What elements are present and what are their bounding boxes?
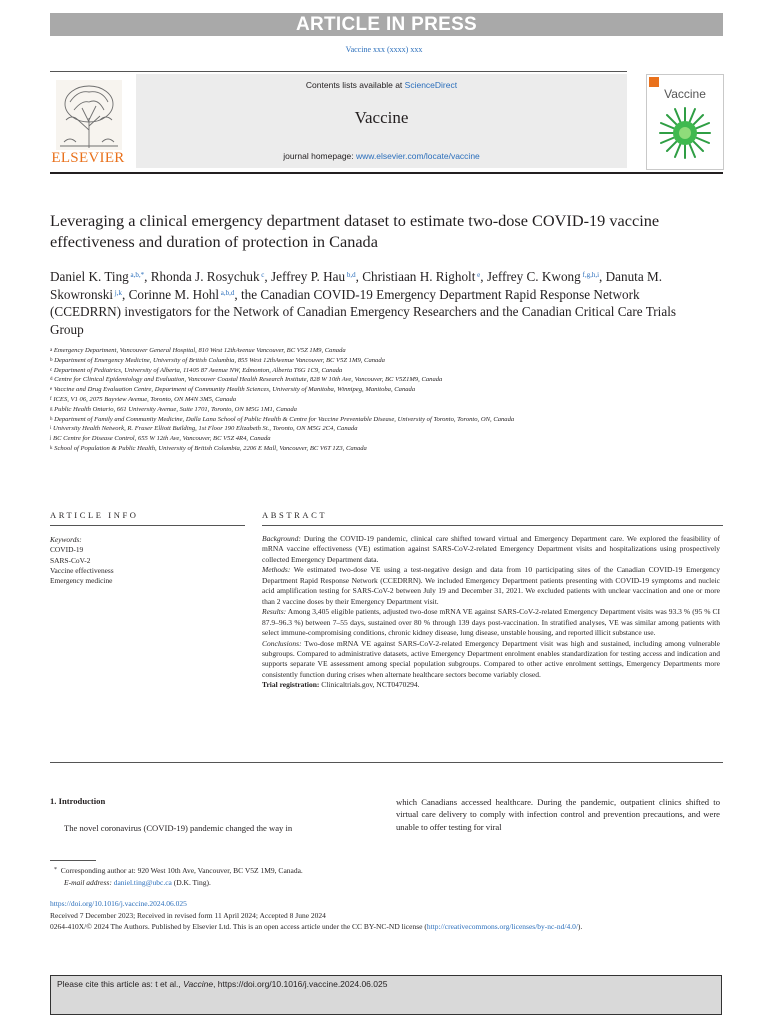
please-cite-journal: Vaccine — [183, 979, 214, 989]
author-separator: , — [480, 269, 487, 284]
author-separator: , — [264, 269, 271, 284]
affiliation-marker: j — [50, 436, 52, 442]
homepage-prefix: journal homepage: — [283, 151, 356, 161]
author-separator: , — [599, 269, 606, 284]
header-rule — [50, 71, 627, 72]
footnotes — [54, 865, 714, 888]
affiliation-marker: c — [50, 367, 53, 373]
footnote-rule — [50, 860, 96, 861]
affiliation-text: University Health Network, R. Fraser Elliott Building, 1st Floor 190 Elizabeth St., Toronto, ON M5G 2C4, Canada — [51, 425, 358, 433]
trial-text: Clinicaltrials.gov, NCT0470294. — [319, 680, 420, 690]
affiliation-text: Department of Emergency Medicine, University of British Columbia, 855 West 12thAvenue Vancouver, BC V5Z 1M9, Canada — [52, 356, 385, 364]
abstract-background — [262, 534, 720, 565]
affiliation-text: Department of Pediatrics, University of Alberta, 11405 87 Avenue NW, Edmonton, Alberta T6G 1C9, Canada — [52, 366, 343, 374]
results-text: Among 3,405 eligible patients, adjusted two-dose mRNA VE against SARS-CoV-2-related Emergency Department visits was 93.3 % (95 % CI 87.9–96.3 %) between 7–55 days, sustained over 80 % through 139 days post-vaccination. In stratified analyses, VE was similar among patients with select immune-compromising conditions, chronic kidney disease, lung disease, unstable housing, and reported illicit substance use. — [262, 607, 720, 638]
please-cite-box — [50, 975, 722, 1015]
author-affiliation-marker[interactable]: e — [475, 271, 481, 279]
author-name: Rhonda J. Rosychuk — [150, 269, 260, 284]
license-statement — [50, 921, 720, 933]
intro-paragraph-left: The novel coronavirus (COVID-19) pandemic changed the way in — [64, 823, 293, 833]
license-link[interactable]: http://creativecommons.org/licenses/by-nc-nd/4.0/ — [426, 922, 578, 932]
corresponding-text: Corresponding author at: 920 West 10th Ave, Vancouver, BC V5Z 1M9, Canada. — [60, 866, 303, 875]
cover-title: Vaccine — [664, 87, 706, 101]
author-affiliation-marker[interactable]: c — [259, 271, 265, 279]
affiliation-item — [50, 375, 690, 385]
affiliation-text: ICES, V1 06, 2075 Bayview Avenue, Toronto, ON M4N 3M5, Canada — [51, 395, 237, 403]
affiliation-text: School of Population & Public Health, University of British Columbia, 2206 E Mall, Vancouver, BC V6T 1Z3, Canada — [52, 444, 367, 452]
keywords-block — [50, 535, 245, 586]
affiliation-item — [50, 356, 690, 366]
abstract-results — [262, 607, 720, 638]
contents-prefix: Contents lists available at — [305, 80, 405, 90]
affiliation-text: Emergency Department, Vancouver General Hospital, 810 West 12thAvenue Vancouver, BC V5Z 1M9, Canada — [52, 347, 346, 354]
trial-label: Trial registration: — [262, 680, 320, 690]
affiliation-item — [50, 405, 690, 415]
keyword: SARS-CoV-2 — [50, 555, 91, 565]
affiliation-item — [50, 444, 690, 454]
journal-cover[interactable] — [646, 74, 724, 170]
author-affiliation-marker[interactable]: j,k — [113, 288, 122, 297]
affiliation-marker: b — [50, 357, 53, 363]
publication-history: Received 7 December 2023; Received in revised form 11 April 2024; Accepted 8 June 2024 — [50, 910, 326, 920]
journal-header — [136, 74, 627, 168]
methods-label: Methods: — [262, 565, 291, 575]
background-text: During the COVID-19 pandemic, clinical care shifted toward virtual and Emergency Department care. We explored the feasibility of mRNA vaccine effectiveness (VE) estimation against SARS-CoV-2-related Emergency Department visits and hospitalizations using prospectively collected Emergency Department data. — [262, 534, 720, 564]
virus-cover-icon — [657, 105, 713, 161]
abstract-body — [262, 534, 720, 691]
email-link[interactable]: daniel.ting@ubc.ca — [113, 877, 172, 887]
keyword: COVID-19 — [50, 545, 84, 555]
header-thick-rule — [50, 172, 723, 174]
author-separator: , — [121, 286, 129, 302]
please-cite-text — [57, 979, 387, 989]
affiliation-item — [50, 424, 690, 434]
affiliation-text: Vaccine and Drug Evaluation Centre, Department of Community Health Sciences, University of Manitoba, Winnipeg, Manitoba, Canada — [52, 386, 416, 394]
author-name: Jeffrey P. Hau — [270, 269, 346, 284]
affiliation-marker: d — [50, 377, 53, 383]
affiliation-marker: k — [50, 445, 53, 451]
author-separator: , — [355, 269, 363, 284]
affiliation-text: Department of Family and Community Medicine, Dalla Lana School of Public Health & Centre for Vaccine Preventable Disease, University of Toronto, Toronto, ON, Canada — [52, 415, 515, 423]
affiliation-marker: f — [50, 396, 52, 402]
cite-line[interactable]: Vaccine xxx (xxxx) xxx — [345, 45, 423, 54]
affiliation-marker: g — [50, 406, 53, 412]
affiliation-text: BC Centre for Disease Control, 655 W 12th Ave, Vancouver, BC V5Z 4R4, Canada — [51, 435, 271, 443]
author-name: Corinne M. Hohl — [128, 286, 220, 302]
background-label: Background: — [262, 534, 301, 543]
author-affiliation-marker[interactable]: b,d — [345, 271, 356, 279]
article-info-rule — [50, 525, 245, 526]
email-label: E-mail address: — [64, 877, 112, 887]
license-suffix: ). — [577, 922, 583, 932]
homepage-line — [136, 151, 627, 161]
abstract-trial — [262, 680, 720, 690]
abstract-bottom-rule — [50, 762, 723, 763]
affiliation-item — [50, 434, 690, 444]
author-affiliation-marker[interactable]: a,b,d — [219, 288, 235, 297]
journal-title: Vaccine — [354, 108, 409, 127]
abstract-rule — [262, 525, 723, 526]
author-name: Christiaan H. Righolt — [362, 269, 476, 284]
author-name: Daniel K. Ting — [50, 269, 129, 284]
homepage-link[interactable]: www.elsevier.com/locate/vaccine — [356, 151, 480, 161]
author-affiliation-marker[interactable]: a,b,* — [128, 271, 145, 279]
please-cite-prefix: Please cite this article as: t et al., — [57, 979, 184, 989]
affiliation-item — [50, 415, 690, 425]
sciencedirect-link[interactable]: ScienceDirect — [404, 80, 458, 90]
conclusions-label: Conclusions: — [262, 638, 302, 648]
article-in-press-banner: ARTICLE IN PRESS — [50, 13, 723, 36]
author-affiliation-marker[interactable]: f,g,h,i — [580, 271, 600, 279]
elsevier-mini-icon — [649, 77, 659, 87]
elsevier-logo[interactable] — [50, 80, 126, 168]
keyword: Vaccine effectiveness — [50, 565, 114, 575]
keyword: Emergency medicine — [50, 576, 113, 586]
affiliation-item — [50, 346, 690, 356]
abstract-methods — [262, 565, 720, 607]
author-name: Jeffrey C. Kwong — [486, 269, 581, 284]
author-name: Danuta M. Skowronski — [50, 269, 663, 302]
author-separator: , — [144, 269, 151, 284]
methods-text: We estimated two-dose VE using a test-negative design and data from 10 participating sites of the Canadian COVID-19 Emergency Department Rapid Response Network (CCEDRRN). We included Emergency Department patients presenting with COVID-19 symptoms and nucleic acid amplification testing for SARS-CoV-2 between July 19 and December 31, 2021. We excluded patients with unclear vaccination and one or more than 2 vaccine doses by their Emergency Department visit. — [262, 565, 720, 606]
affiliation-marker: a — [50, 348, 53, 353]
affiliation-item — [50, 366, 690, 376]
email-note — [54, 877, 714, 889]
publication-info — [50, 898, 720, 933]
contents-line — [136, 80, 627, 90]
intro-paragraph-right: which Canadians accessed healthcare. During the pandemic, outpatient clinics shifted to virtual care delivery to comply with infection control and prevention precautions, and were unable to offer testing for viral — [396, 797, 720, 832]
authors-tail: the Canadian COVID-19 Emergency Department Rapid Response Network (CCEDRRN) investigators for the Network of Canadian Emergency Researchers and the Canadian Critical Care Trials Group — [50, 286, 676, 337]
affiliation-item — [50, 385, 690, 395]
please-cite-suffix[interactable]: , https://doi.org/10.1016/j.vaccine.2024.06.025 — [213, 979, 388, 989]
doi-link[interactable]: https://doi.org/10.1016/j.vaccine.2024.06.025 — [50, 899, 187, 908]
email-suffix: (D.K. Ting). — [171, 877, 211, 887]
results-label: Results: — [262, 607, 287, 617]
keywords-label: Keywords: — [50, 535, 82, 544]
corresponding-author-note: * Corresponding author at: 920 West 10th Ave, Vancouver, BC V5Z 1M9, Canada. — [54, 866, 303, 875]
author-separator: , — [234, 286, 241, 302]
affiliation-marker: h — [50, 416, 53, 422]
license-prefix: 0264-410X/© 2024 The Authors. Published by Elsevier Ltd. This is an open access article under the CC BY-NC-ND license ( — [50, 922, 427, 932]
affiliation-text: Centre for Clinical Epidemiology and Evaluation, Vancouver Coastal Health Research Institute, 828 W 10th Ave, Vancouver, BC V5Z1M9, Canada — [52, 376, 443, 384]
section-heading-introduction: 1. Introduction — [50, 796, 106, 806]
conclusions-text: Two-dose mRNA VE against SARS-CoV-2-related Emergency Department visit was high and sustained, including among vulnerable subgroups. Compared to administrative datasets, active Emergency Department enrolment enables standardization for testing access and indication and supports separate VE assessment among special population subgroups. Compared to other active enrolment settings, Emergency Departments more consistently function during crises when alternate healthcare sectors become variably closed. — [262, 638, 720, 679]
elsevier-tree-icon — [56, 80, 122, 150]
affiliation-marker: e — [50, 387, 53, 393]
author-list — [50, 268, 710, 338]
publisher-name: ELSEVIER — [51, 150, 125, 166]
affiliation-marker: i — [50, 426, 52, 432]
affiliation-text: Public Health Ontario, 661 University Avenue, Suite 1701, Toronto, ON M5G 1M1, Canada — [52, 405, 297, 413]
affiliations — [50, 346, 690, 454]
article-title: Leveraging a clinical emergency department dataset to estimate two-dose COVID-19 vaccine effectiveness and duration of protection in Canada — [50, 211, 660, 251]
article-info-heading: ARTICLE INFO — [50, 510, 139, 520]
abstract-heading: ABSTRACT — [262, 510, 328, 520]
affiliation-item — [50, 395, 690, 405]
abstract-conclusions — [262, 639, 720, 681]
